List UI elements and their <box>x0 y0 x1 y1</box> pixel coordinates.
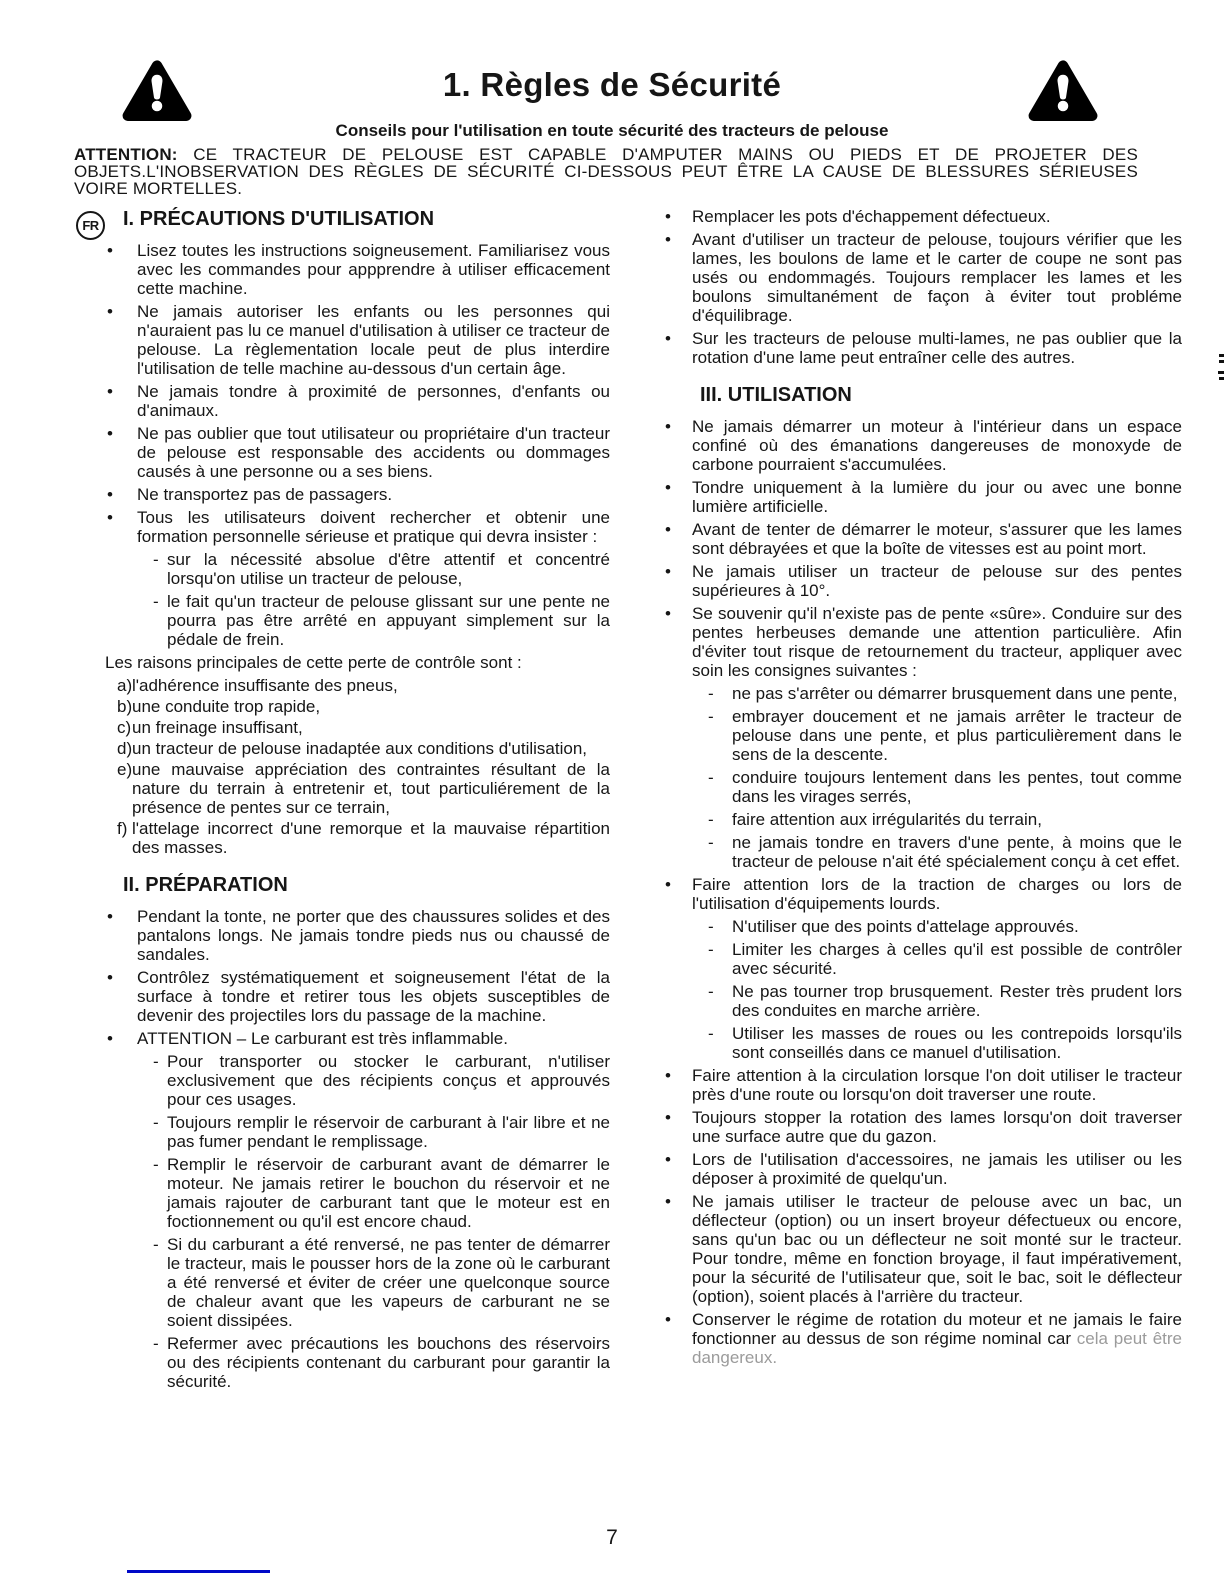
bullet-item <box>75 241 610 298</box>
bullet-marker: • <box>665 230 671 249</box>
bullet-marker: • <box>107 382 113 401</box>
item-text: Ne pas tourner trop brusquement. Rester très prudent lors des conduites en marche arrière. <box>732 982 1182 1020</box>
lettered-item <box>75 760 610 817</box>
item-text: l'adhérence insuffisante des pneus, <box>132 676 398 695</box>
item-text: Ne jamais autoriser les enfants ou les personnes qui n'auraient pas lu ce manuel d'utilisation à utiliser ce tracteur de pelouse. La règlementation locale peut de plus interdire l'utilisation de telle machine au-dessous d'un certain âge. <box>137 302 610 378</box>
dash-marker: - <box>708 810 714 829</box>
bullet-item <box>75 907 610 964</box>
bullet-item <box>75 424 610 481</box>
scan-edge-artifact <box>1216 352 1224 384</box>
dash-marker: - <box>708 768 714 787</box>
attention-label: ATTENTION: <box>74 145 178 164</box>
faded-text: cela peut être dangereux. <box>692 1329 1182 1367</box>
item-text: Ne transportez pas de passagers. <box>137 485 393 504</box>
dash-marker: - <box>153 1334 159 1353</box>
item-text: Avant d'utiliser un tracteur de pelouse, toujours vérifier que les lames, les boulons de lame et le carter de coupe ne sont pas usés ou endommagés. Toujours remplacer les lames et les boulons simultanément de façon à éviter tout probléme d'équilibrage. <box>692 230 1182 325</box>
sub-bullet-item <box>75 1052 610 1109</box>
sub-bullet-item <box>645 810 1182 829</box>
language-badge-fr: FR <box>76 211 105 240</box>
bullet-marker: • <box>107 968 113 987</box>
section-heading <box>75 207 610 231</box>
sub-bullet-item <box>75 592 610 649</box>
item-text: Tondre uniquement à la lumière du jour ou avec une bonne lumière artificielle. <box>692 478 1182 516</box>
item-text: l'attelage incorrect d'une remorque et la mauvaise répartition des masses. <box>132 819 610 857</box>
item-text: une mauvaise appréciation des contraintes résultant de la nature du terrain à entretenir et, tout particuliérement de la présence de pentes sur ce terrain, <box>132 760 610 817</box>
sub-bullet-item <box>75 1155 610 1231</box>
item-text: ATTENTION – Le carburant est très inflammable. <box>137 1029 508 1048</box>
footer-underline <box>127 1570 270 1573</box>
item-text: Sur les tracteurs de pelouse multi-lames, ne pas oublier que la rotation d'une lame peut entraîner celle des autres. <box>692 329 1182 367</box>
bullet-marker: • <box>107 424 113 443</box>
item-text: Conserver le régime de rotation du moteur et ne jamais le faire fonctionner au dessus de son régime nominal car cela peut être dangereux. <box>692 1310 1182 1367</box>
bullet-marker: • <box>107 485 113 504</box>
bullet-item <box>75 302 610 378</box>
item-text: Remplacer les pots d'échappement défectueux. <box>692 207 1051 226</box>
section-heading <box>645 383 1182 407</box>
bullet-marker: • <box>665 417 671 436</box>
bullet-marker: • <box>665 1108 671 1127</box>
attention-text: CE TRACTEUR DE PELOUSE EST CAPABLE D'AMPUTER MAINS OU PIEDS ET DE PROJETER DES OBJETS.L'INOBSERVATION DES RÈGLES DE SÉCURITÉ CI-DESSOUS PEUT ÊTRE LA CAUSE DE BLESSURES SÉRIEUSES VOIRE MORTELLES. <box>74 145 1138 198</box>
item-text: un tracteur de pelouse inadaptée aux conditions d'utilisation, <box>132 739 587 758</box>
bullet-marker: • <box>665 1150 671 1169</box>
sub-bullet-item <box>75 550 610 588</box>
page-subtitle: Conseils pour l'utilisation en toute sécurité des tracteurs de pelouse <box>335 121 889 140</box>
item-text: conduire toujours lentement dans les pentes, tout comme dans les virages serrés, <box>732 768 1182 806</box>
item-text: ne pas s'arrêter ou démarrer brusquement dans une pente, <box>732 684 1178 703</box>
right-column <box>645 207 1182 1371</box>
item-text: Refermer avec précautions les bouchons des réservoirs ou des récipients contenant du carburant pour garantir la sécurité. <box>167 1334 610 1391</box>
bullet-item <box>75 508 610 546</box>
item-text: Toujours remplir le réservoir de carburant à l'air libre et ne pas fumer pendant le remplissage. <box>167 1113 610 1151</box>
lettered-item <box>75 697 610 716</box>
dash-marker: - <box>153 592 159 611</box>
item-text: Se souvenir qu'il n'existe pas de pente «sûre». Conduire sur des pentes herbeuses demande une attention particulière. Afin d'éviter tout risque de retournement du tracteur, appliquer avec soin les consignes suivantes : <box>692 604 1182 680</box>
item-text: Ne jamais démarrer un moteur à l'intérieur dans un espace confiné où des émanations dangereuses de monoxyde de carbone pourraient s'accumulées. <box>692 417 1182 474</box>
letter-marker: e) <box>117 760 133 779</box>
bullet-item <box>645 562 1182 600</box>
item-text: Contrôlez systématiquement et soigneusement l'état de la surface à tondre et retirer tous les objets susceptibles de devenir des projectiles lors du passage de la machine. <box>137 968 610 1025</box>
bullet-item <box>75 1029 610 1048</box>
bullet-marker: • <box>665 207 671 226</box>
left-column <box>75 207 610 1395</box>
bullet-item <box>645 604 1182 680</box>
attention-warning-paragraph <box>74 146 1138 197</box>
item-text: Avant de tenter de démarrer le moteur, s'assurer que les lames sont débrayées et que la boîte de vitesses est au point mort. <box>692 520 1182 558</box>
bullet-marker: • <box>665 562 671 581</box>
bullet-item <box>75 382 610 420</box>
item-text: Toujours stopper la rotation des lames lorsqu'on doit traverser une surface autre que du gazon. <box>692 1108 1182 1146</box>
bullet-marker: • <box>665 478 671 497</box>
item-text: faire attention aux irrégularités du terrain, <box>732 810 1042 829</box>
section-heading-label: II. PRÉPARATION <box>123 874 288 896</box>
bullet-item <box>645 875 1182 913</box>
bullet-item <box>645 1108 1182 1146</box>
bullet-marker: • <box>665 875 671 894</box>
item-text: un freinage insuffisant, <box>132 718 303 737</box>
bullet-item <box>645 207 1182 226</box>
item-text: Remplir le réservoir de carburant avant de démarrer le moteur. Ne jamais retirer le bouchon du réservoir et ne jamais rajouter de carburant tant que le moteur est en foctionnement ou qu'il est encore chaud. <box>167 1155 610 1231</box>
page-title: 1. Règles de Sécurité <box>442 66 782 103</box>
letter-marker: a) <box>117 676 133 695</box>
bullet-item <box>75 968 610 1025</box>
section-heading-label: III. UTILISATION <box>700 384 852 406</box>
item-text: Faire attention à la circulation lorsque l'on doit utiliser le tracteur près d'une route ou lorsqu'on doit traverser une route. <box>692 1066 1182 1104</box>
item-text: le fait qu'un tracteur de pelouse glissant sur une pente ne pourra pas être arrêté en appuyant simplement sur la pédale de frein. <box>167 592 610 649</box>
item-text: Ne jamais utiliser le tracteur de pelouse avec un bac, un déflecteur (option) ou un insert broyeur défectueux ou encore, sans qu'un bac ou un déflecteur ne soit monté sur le tracteur. Pour tondre, même en fonction broyage, il faut impérativement, pour la sécurité de l'utilisateur que, soit le bac, soit le déflecteur (option), soient placés à l'arrière du tracteur. <box>692 1192 1182 1306</box>
dash-marker: - <box>153 1235 159 1254</box>
section-heading <box>75 873 610 897</box>
sub-bullet-item <box>75 1113 610 1151</box>
bullet-marker: • <box>107 302 113 321</box>
sub-bullet-item <box>75 1334 610 1391</box>
dash-marker: - <box>708 982 714 1001</box>
letter-marker: b) <box>117 697 133 716</box>
dash-marker: - <box>708 940 714 959</box>
bullet-item <box>645 417 1182 474</box>
dash-marker: - <box>708 707 714 726</box>
bullet-item <box>645 520 1182 558</box>
bullet-marker: • <box>665 1310 671 1329</box>
item-text: Ne pas oublier que tout utilisateur ou propriétaire d'un tracteur de pelouse est responsable des accidents ou dommages causés à une personne ou a ses biens. <box>137 424 610 481</box>
paragraph <box>75 653 610 672</box>
dash-marker: - <box>708 833 714 852</box>
dash-marker: - <box>708 1024 714 1043</box>
bullet-marker: • <box>107 907 113 926</box>
dash-marker: - <box>708 917 714 936</box>
lettered-item <box>75 819 610 857</box>
section-heading-label: I. PRÉCAUTIONS D'UTILISATION <box>123 208 435 230</box>
dash-marker: - <box>153 550 159 569</box>
bullet-marker: • <box>107 508 113 527</box>
sub-bullet-item <box>645 684 1182 703</box>
bullet-item <box>645 478 1182 516</box>
bullet-marker: • <box>107 1029 113 1048</box>
bullet-item <box>645 1150 1182 1188</box>
bullet-marker: • <box>665 1192 671 1211</box>
item-text: Pendant la tonte, ne porter que des chaussures solides et des pantalons longs. Ne jamais tondre pieds nus ou chaussé de sandales. <box>137 907 610 964</box>
item-text: Lisez toutes les instructions soigneusement. Familiarisez vous avec les commandes pour appprendre à utiliser efficacement cette machine. <box>137 241 610 298</box>
sub-bullet-item <box>645 1024 1182 1062</box>
bullet-marker: • <box>665 329 671 348</box>
bullet-marker: • <box>665 520 671 539</box>
bullet-item <box>645 329 1182 367</box>
item-text: une conduite trop rapide, <box>132 697 321 716</box>
sub-bullet-item <box>75 1235 610 1330</box>
bullet-item <box>645 1310 1182 1367</box>
letter-marker: c) <box>117 718 132 737</box>
sub-bullet-item <box>645 707 1182 764</box>
item-text: embrayer doucement et ne jamais arrêter le tracteur de pelouse dans une pente, et plus particulièrement dans le sens de la descente. <box>732 707 1182 764</box>
bullet-item <box>75 485 610 504</box>
sub-bullet-item <box>645 768 1182 806</box>
item-text: Lors de l'utilisation d'accessoires, ne jamais les utiliser ou les déposer à proximité de quelqu'un. <box>692 1150 1182 1188</box>
bullet-item <box>645 230 1182 325</box>
dash-marker: - <box>153 1113 159 1132</box>
page-number: 7 <box>606 1526 618 1549</box>
item-text: Les raisons principales de cette perte de contrôle sont : <box>105 653 522 672</box>
item-text: Ne jamais tondre à proximité de personnes, d'enfants ou d'animaux. <box>137 382 610 420</box>
dash-marker: - <box>708 684 714 703</box>
item-text: Tous les utilisateurs doivent rechercher et obtenir une formation personnelle sérieuse et pratique qui devra insister : <box>137 508 610 546</box>
item-text: N'utiliser que des points d'attelage approuvés. <box>732 917 1079 936</box>
letter-marker: f) <box>117 819 128 838</box>
item-text: ne jamais tondre en travers d'une pente, à moins que le tracteur de pelouse n'ait été spécialement conçu à cet effet. <box>732 833 1182 871</box>
bullet-marker: • <box>665 1066 671 1085</box>
item-text: Pour transporter ou stocker le carburant, n'utiliser exclusivement que des récipients conçus et approuvés pour ces usages. <box>167 1052 610 1109</box>
dash-marker: - <box>153 1052 159 1071</box>
sub-bullet-item <box>645 982 1182 1020</box>
lettered-item <box>75 718 610 737</box>
item-text: Ne jamais utiliser un tracteur de pelouse sur des pentes supérieures à 10°. <box>692 562 1182 600</box>
item-text: sur la nécessité absolue d'être attentif et concentré lorsqu'on utilise un tracteur de pelouse, <box>167 550 610 588</box>
bullet-marker: • <box>107 241 113 260</box>
lettered-item <box>75 739 610 758</box>
bullet-item <box>645 1192 1182 1306</box>
letter-marker: d) <box>117 739 133 758</box>
sub-bullet-item <box>645 917 1182 936</box>
item-text: Limiter les charges à celles qu'il est possible de contrôler avec sécurité. <box>732 940 1182 978</box>
item-text: Faire attention lors de la traction de charges ou lors de l'utilisation d'équipements lourds. <box>692 875 1182 913</box>
lettered-item <box>75 676 610 695</box>
bullet-item <box>645 1066 1182 1104</box>
sub-bullet-item <box>645 833 1182 871</box>
item-text: Si du carburant a été renversé, ne pas tenter de démarrer le tracteur, mais le pousser hors de la zone où le carburant a été renversé et éviter de créer une quelconque source de chaleur avant que les vapeurs de carburant ne se soient dissipées. <box>167 1235 610 1330</box>
item-text: Utiliser les masses de roues ou les contrepoids lorsqu'ils sont conseillés dans ce manuel d'utilisation. <box>732 1024 1182 1062</box>
bullet-marker: • <box>665 604 671 623</box>
dash-marker: - <box>153 1155 159 1174</box>
sub-bullet-item <box>645 940 1182 978</box>
